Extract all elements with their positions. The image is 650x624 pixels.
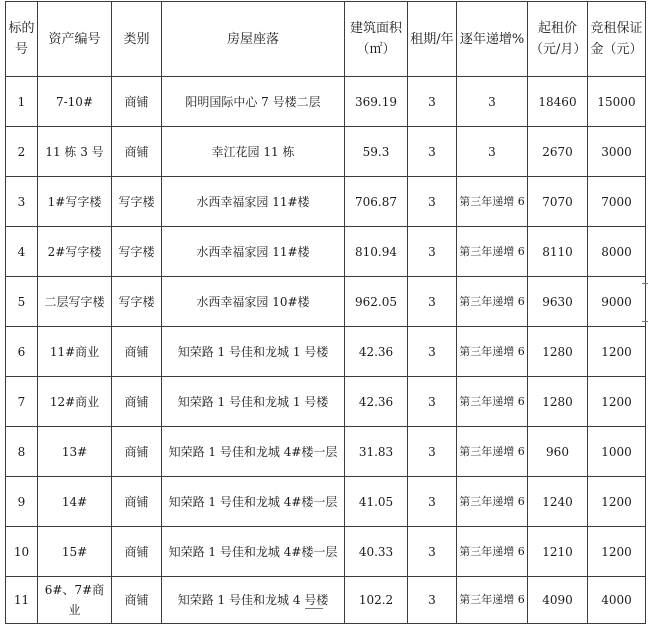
lease-term: 3 — [408, 177, 457, 227]
starting-rent: 18460 — [528, 77, 588, 127]
area: 706.87 — [345, 177, 408, 227]
asset-code: 11 栋 3 号 — [38, 127, 112, 177]
starting-rent: 960 — [528, 427, 588, 477]
category: 商铺 — [112, 327, 162, 377]
table-row — [6, 177, 646, 227]
category: 商铺 — [112, 377, 162, 427]
starting-rent: 9630 — [528, 277, 588, 327]
table-header-row — [6, 2, 646, 77]
deposit: 1000 — [588, 427, 646, 477]
lease-term: 3 — [408, 527, 457, 577]
header-lot-number: 标的号 — [6, 2, 38, 77]
asset-code: 1#写字楼 — [38, 177, 112, 227]
asset-code: 7-10# — [38, 77, 112, 127]
address: 幸江花园 11 栋 — [162, 127, 345, 177]
lot-number: 11 — [6, 577, 38, 624]
table-row — [6, 127, 646, 177]
lot-number: 10 — [6, 527, 38, 577]
lot-number: 6 — [6, 327, 38, 377]
address: 阳明国际中心 7 号楼二层 — [162, 77, 345, 127]
annual-increase: 第三年递增 6 — [457, 577, 528, 624]
lease-term: 3 — [408, 327, 457, 377]
lot-number: 3 — [6, 177, 38, 227]
annual-increase: 第三年递增 6 — [457, 227, 528, 277]
rental-assets-table — [5, 1, 646, 624]
deposit: 3000 — [588, 127, 646, 177]
area: 59.3 — [345, 127, 408, 177]
lot-number: 9 — [6, 477, 38, 527]
lease-term: 3 — [408, 77, 457, 127]
asset-code: 14# — [38, 477, 112, 527]
table-row — [6, 277, 646, 327]
table-row — [6, 577, 646, 624]
address: 水西幸福家园 11#楼 — [162, 227, 345, 277]
asset-code: 12#商业 — [38, 377, 112, 427]
asset-code: 6#、7#商业 — [38, 577, 112, 624]
address: 水西幸福家园 10#楼 — [162, 277, 345, 327]
header-starting-rent: 起租价（元/月） — [528, 2, 588, 77]
table-row — [6, 427, 646, 477]
category: 商铺 — [112, 527, 162, 577]
lease-term: 3 — [408, 227, 457, 277]
address: 知荣路 1 号佳和龙城 1 号楼 — [162, 377, 345, 427]
category: 商铺 — [112, 127, 162, 177]
lot-number: 1 — [6, 77, 38, 127]
lease-term: 3 — [408, 577, 457, 624]
starting-rent: 1240 — [528, 477, 588, 527]
starting-rent: 1280 — [528, 377, 588, 427]
lease-term: 3 — [408, 427, 457, 477]
area: 369.19 — [345, 77, 408, 127]
area: 102.2 — [345, 577, 408, 624]
area: 42.36 — [345, 377, 408, 427]
address: 知荣路 1 号佳和龙城 4#楼一层 — [162, 477, 345, 527]
deposit: 1200 — [588, 327, 646, 377]
area: 42.36 — [345, 327, 408, 377]
address: 知荣路 1 号佳和龙城 4 号楼 — [162, 577, 345, 624]
annual-increase: 第三年递增 6 — [457, 327, 528, 377]
annual-increase: 第三年递增 6 — [457, 277, 528, 327]
annual-increase: 第三年递增 6 — [457, 427, 528, 477]
lot-number: 7 — [6, 377, 38, 427]
header-category: 类别 — [112, 2, 162, 77]
table-row — [6, 77, 646, 127]
starting-rent: 8110 — [528, 227, 588, 277]
area: 962.05 — [345, 277, 408, 327]
lease-term: 3 — [408, 277, 457, 327]
page-break-marker — [305, 608, 323, 609]
starting-rent: 7070 — [528, 177, 588, 227]
annual-increase: 第三年递增 6 — [457, 177, 528, 227]
header-asset-code: 资产编号 — [38, 2, 112, 77]
category: 商铺 — [112, 77, 162, 127]
category: 写字楼 — [112, 227, 162, 277]
header-address: 房屋座落 — [162, 2, 345, 77]
deposit: 8000 — [588, 227, 646, 277]
deposit: 9000 — [588, 277, 646, 327]
asset-code: 2#写字楼 — [38, 227, 112, 277]
address: 知荣路 1 号佳和龙城 4#楼一层 — [162, 527, 345, 577]
table-row — [6, 327, 646, 377]
table-row — [6, 377, 646, 427]
annual-increase: 第三年递增 6 — [457, 377, 528, 427]
annual-increase: 3 — [457, 127, 528, 177]
table-row — [6, 477, 646, 527]
asset-code: 二层写字楼 — [38, 277, 112, 327]
lease-term: 3 — [408, 127, 457, 177]
deposit: 15000 — [588, 77, 646, 127]
lot-number: 4 — [6, 227, 38, 277]
starting-rent: 2670 — [528, 127, 588, 177]
starting-rent: 1210 — [528, 527, 588, 577]
table-row — [6, 527, 646, 577]
header-area: 建筑面积（㎡） — [345, 2, 408, 77]
starting-rent: 4090 — [528, 577, 588, 624]
deposit: 1200 — [588, 527, 646, 577]
category: 商铺 — [112, 577, 162, 624]
address: 知荣路 1 号佳和龙城 4#楼一层 — [162, 427, 345, 477]
category: 商铺 — [112, 477, 162, 527]
category: 写字楼 — [112, 277, 162, 327]
header-lease-term: 租期/年 — [408, 2, 457, 77]
deposit: 1200 — [588, 377, 646, 427]
area: 810.94 — [345, 227, 408, 277]
lease-term: 3 — [408, 377, 457, 427]
lot-number: 5 — [6, 277, 38, 327]
address: 知荣路 1 号佳和龙城 1 号楼 — [162, 327, 345, 377]
table-row — [6, 227, 646, 277]
area: 41.05 — [345, 477, 408, 527]
asset-code: 13# — [38, 427, 112, 477]
starting-rent: 1280 — [528, 327, 588, 377]
area: 31.83 — [345, 427, 408, 477]
header-deposit: 竞租保证金（元） — [588, 2, 646, 77]
area: 40.33 — [345, 527, 408, 577]
category: 商铺 — [112, 427, 162, 477]
deposit: 4000 — [588, 577, 646, 624]
address: 水西幸福家园 11#楼 — [162, 177, 345, 227]
page-edge-marker — [642, 283, 648, 284]
annual-increase: 3 — [457, 77, 528, 127]
lot-number: 8 — [6, 427, 38, 477]
header-annual-increase: 逐年递增% — [457, 2, 528, 77]
asset-code: 15# — [38, 527, 112, 577]
deposit: 1200 — [588, 477, 646, 527]
annual-increase: 第三年递增 6 — [457, 527, 528, 577]
page-edge-marker — [642, 321, 648, 322]
annual-increase: 第三年递增 6 — [457, 477, 528, 527]
asset-code: 11#商业 — [38, 327, 112, 377]
lease-term: 3 — [408, 477, 457, 527]
deposit: 7000 — [588, 177, 646, 227]
lot-number: 2 — [6, 127, 38, 177]
category: 写字楼 — [112, 177, 162, 227]
